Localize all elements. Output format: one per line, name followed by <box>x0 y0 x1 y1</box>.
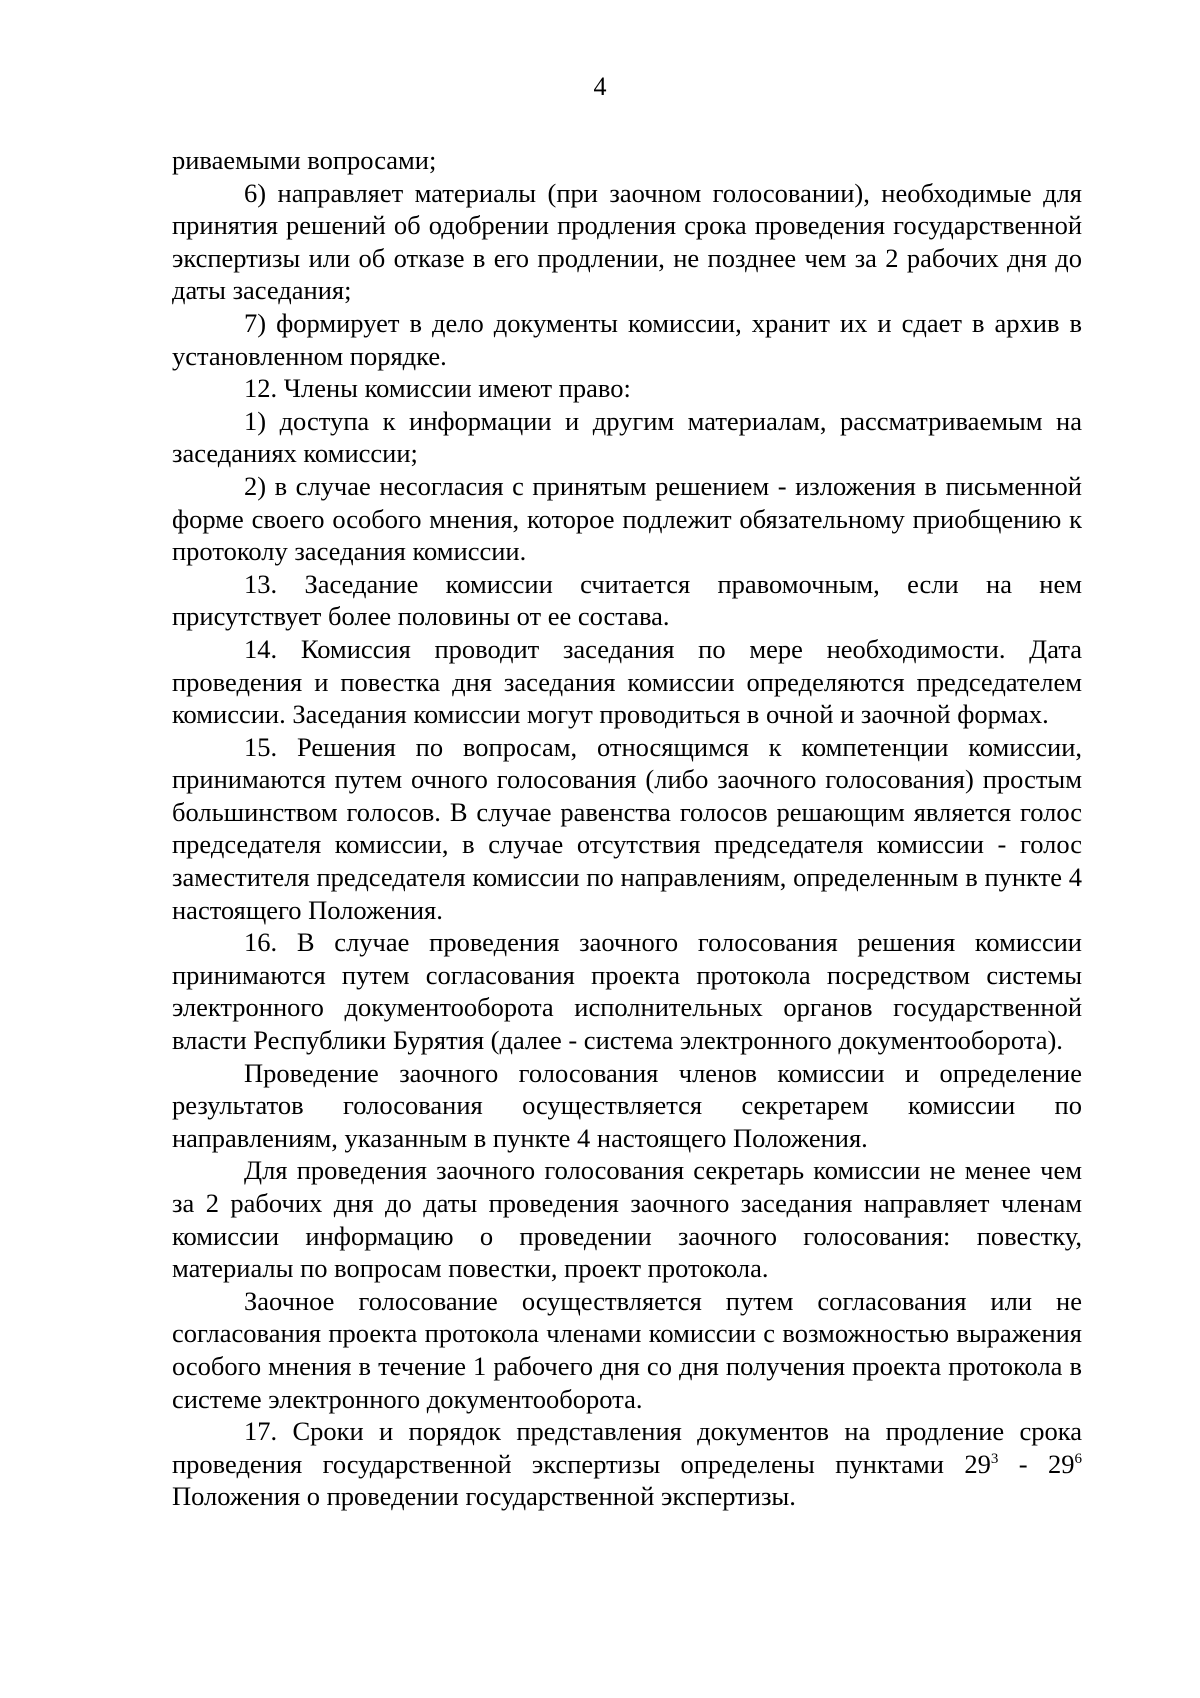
paragraph: 13. Заседание комиссии считается правомочным, если на нем присутствует более половины от ее состава. <box>172 568 1082 632</box>
superscript-3: 3 <box>990 1450 999 1467</box>
paragraph-final <box>172 1415 1082 1513</box>
superscript-6: 6 <box>1074 1450 1082 1467</box>
paragraph: 6) направляет материалы (при заочном голосовании), необходимые для принятия решений об одобрении продления срока проведения государственной экспертизы или об отказе в его продлении, не позднее чем за 2 рабочих дня до даты заседания; <box>172 177 1082 306</box>
final-text-part2: - 29 <box>998 1448 1075 1479</box>
page-number: 4 <box>593 72 607 101</box>
document-body <box>172 144 1082 1513</box>
paragraph: 16. В случае проведения заочного голосования решения комиссии принимаются путем согласования проекта протокола посредством системы электронного документооборота исполнительных органов государственной власти Республики Бурятия (далее - система электронного документооборота). <box>172 927 1082 1056</box>
paragraph: 14. Комиссия проводит заседания по мере необходимости. Дата проведения и повестка дня заседания комиссии определяются председателем комиссии. Заседания комиссии могут проводиться в очной и заочной формах. <box>172 633 1082 730</box>
final-text-part3: Положения о проведении государственной экспертизы. <box>172 1481 796 1512</box>
paragraph: Заочное голосование осуществляется путем согласования или не согласования проекта протокола членами комиссии с возможностью выражения особого мнения в течение 1 рабочего дня со дня получения проекта протокола в системе электронного документооборота. <box>172 1285 1082 1414</box>
final-text-part1: 17. Сроки и порядок представления документов на продление срока проведения государственной экспертизы определены пунктами 29 <box>172 1416 1082 1479</box>
paragraph: Для проведения заочного голосования секретарь комиссии не менее чем за 2 рабочих дня до даты проведения заочного заседания направляет членам комиссии информацию о проведении заочного голосования: повестку, материалы по вопросам повестки, проект протокола. <box>172 1155 1082 1284</box>
paragraph: 12. Члены комиссии имеют право: <box>244 373 631 404</box>
paragraph: 7) формирует в дело документы комиссии, хранит их и сдает в архив в установленном порядке. <box>172 307 1082 371</box>
paragraph: Проведение заочного голосования членов комиссии и определение результатов голосования осуществляется секретарем комиссии по направлениям, указанным в пункте 4 настоящего Положения. <box>172 1057 1082 1153</box>
paragraph: 2) в случае несогласия с принятым решением - изложения в письменной форме своего особого мнения, которое подлежит обязательному приобщению к протоколу заседания комиссии. <box>172 470 1082 567</box>
paragraph: 1) доступа к информации и другим материалам, рассматриваемым на заседаниях комиссии; <box>172 405 1082 469</box>
paragraph: 15. Решения по вопросам, относящимся к компетенции комиссии, принимаются путем очного голосования (либо заочного голосования) простым большинством голосов. В случае равенства голосов решающим является голос председателя комиссии, в случае отсутствия председателя комиссии - голос заместителя председателя комиссии по направлениям, определенным в пункте 4 настоящего Положения. <box>172 731 1082 925</box>
paragraph: риваемыми вопросами; <box>172 145 437 175</box>
